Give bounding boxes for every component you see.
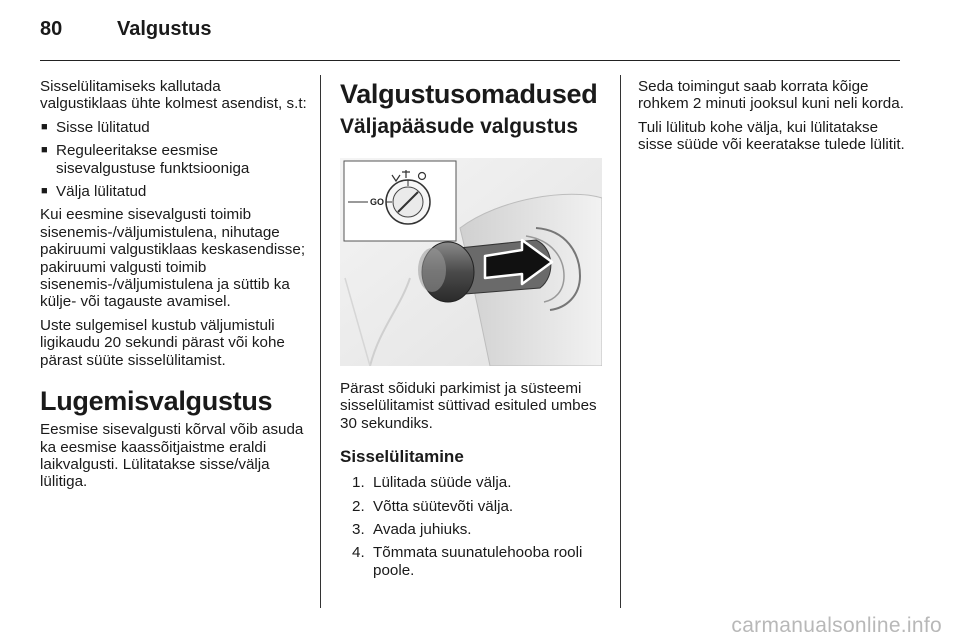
list-item bbox=[340, 498, 608, 515]
chapter-title: Valgustus bbox=[117, 18, 212, 40]
step-text: Lülitada süüde välja. bbox=[373, 474, 512, 492]
column-1 bbox=[40, 78, 310, 497]
figure-label: GO bbox=[370, 197, 385, 207]
page-header bbox=[40, 18, 920, 48]
body-paragraph: Pärast sõiduki parkimist ja süsteemi sisselülitamist süttivad esituled umbes 30 sekundiks. bbox=[340, 380, 597, 432]
section-heading-reading-light: Lugemisvalgustus bbox=[40, 386, 273, 417]
subheading-activation: Sisselülitamine bbox=[340, 447, 464, 467]
section-title: Valgustusomadused bbox=[340, 79, 598, 109]
activation-steps bbox=[340, 474, 608, 579]
body-paragraph: Uste sulgemisel kustub väljumistuli ligikaudu 20 sekundi pärast või kohe pärast süüte sisselülitamist. bbox=[40, 316, 285, 369]
position-list bbox=[40, 119, 310, 201]
step-number: 2. bbox=[352, 497, 365, 515]
section-subtitle: Väljapääsude valgustus bbox=[340, 115, 579, 138]
step-text: Tõmmata suunatulehooba rooli poole. bbox=[373, 544, 583, 579]
page-number: 80 bbox=[40, 18, 63, 40]
column-divider-1 bbox=[320, 75, 321, 608]
column-3 bbox=[638, 78, 910, 160]
body-paragraph: Seda toimingut saab korrata kõige rohkem 2 minuti jooksul kuni neli korda. bbox=[638, 78, 904, 113]
header-rule bbox=[40, 60, 900, 61]
list-item: ■ Sisse lülitatud bbox=[40, 119, 310, 136]
step-text: Avada juhiuks. bbox=[373, 521, 472, 539]
body-paragraph: Tuli lülitub kohe välja, kui lülitatakse sisse süüde või keeratakse tulede lülitit. bbox=[638, 118, 905, 154]
column-divider-2 bbox=[620, 75, 621, 608]
watermark: carmanualsonline.info bbox=[731, 614, 942, 637]
list-item bbox=[340, 521, 608, 538]
figure-turn-signal-lever bbox=[340, 158, 602, 366]
body-paragraph: Eesmise sisevalgusti kõrval võib asuda ka eesmise kaassõitjaistme eraldi laikvalgusti. Lülitatakse sisse/välja lülitiga. bbox=[40, 421, 304, 491]
column-2 bbox=[340, 78, 608, 585]
list-item: ■ Reguleeritakse eesmise sisevalgustuse funktsiooniga bbox=[40, 142, 310, 177]
lever-illustration-icon bbox=[340, 158, 602, 366]
list-item bbox=[340, 544, 608, 579]
body-paragraph: Kui eesmine sisevalgusti toimib sisenemis-/väljumistulena, nihutage pakiruumi valgustiklaas keskasendisse; pakiruumi valgusti toimib sisenemis-/väljumistulena ja süttib ka külje- või tagauste avamisel. bbox=[40, 206, 306, 311]
step-text: Võtta süütevõti välja. bbox=[373, 497, 514, 515]
step-number: 1. bbox=[352, 474, 365, 492]
list-item: ■ Välja lülitatud bbox=[40, 183, 310, 200]
step-number: 4. bbox=[352, 544, 365, 562]
step-number: 3. bbox=[352, 521, 365, 539]
list-item bbox=[340, 474, 608, 491]
intro-paragraph: Sisselülitamiseks kallutada valgustiklaas ühte kolmest asendist, s.t: bbox=[40, 78, 307, 113]
